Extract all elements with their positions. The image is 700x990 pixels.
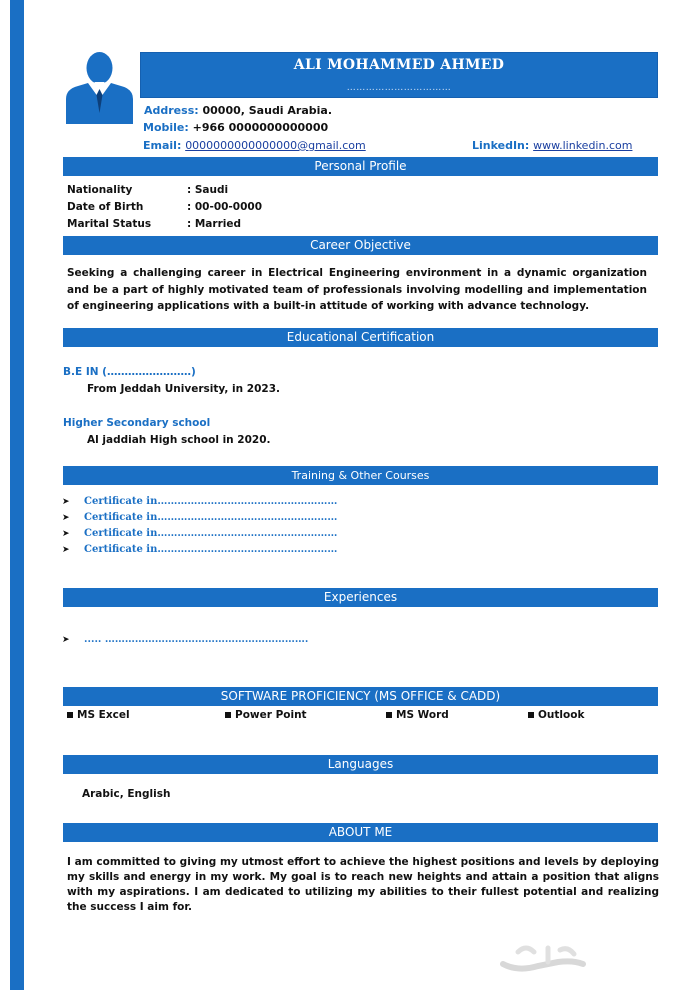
profile-value-marital: : Married xyxy=(187,218,241,230)
avatar xyxy=(66,51,133,124)
email-label: Email: xyxy=(143,139,182,152)
list-item xyxy=(62,512,337,523)
education-degree: Higher Secondary school xyxy=(63,417,211,429)
linkedin-line xyxy=(472,139,632,152)
career-objective-text: Seeking a challenging career in Electrical Engineering environment in a dynamic organization and be a part of highly motivated team of professionals involving modelling and implementation of engineering applications with a built-in attitude of working with advance technology. xyxy=(67,267,647,312)
section-about-me: ABOUT ME xyxy=(63,823,658,842)
email-link[interactable]: 0000000000000000@gmail.com xyxy=(185,139,366,152)
list-item xyxy=(62,496,337,507)
square-bullet-icon xyxy=(225,712,231,718)
name-subtitle-dots: …………………………… xyxy=(346,83,452,93)
experience-item-text: ..... ……………………………………………………. xyxy=(84,634,309,645)
person-icon xyxy=(66,51,133,124)
mobile-value: +966 0000000000000 xyxy=(192,121,329,134)
education-detail: Al jaddiah High school in 2020. xyxy=(87,434,271,446)
languages-text: Arabic, English xyxy=(82,788,171,800)
square-bullet-icon xyxy=(528,712,534,718)
address-line xyxy=(144,104,332,117)
section-training: Training & Other Courses xyxy=(63,466,658,485)
skill-item xyxy=(67,709,130,721)
skill-label: Power Point xyxy=(235,709,307,721)
profile-label-marital: Marital Status xyxy=(67,218,152,230)
linkedin-link[interactable]: www.linkedin.com xyxy=(533,139,633,152)
skill-item xyxy=(528,709,584,721)
skill-label: MS Excel xyxy=(77,709,130,721)
education-detail: From Jeddah University, in 2023. xyxy=(87,383,280,395)
section-languages: Languages xyxy=(63,755,658,774)
watermark-logo xyxy=(498,938,588,978)
watermark-icon xyxy=(498,938,588,978)
arrow-bullet-icon: ➤ xyxy=(62,545,70,555)
arrow-bullet-icon: ➤ xyxy=(62,529,70,539)
list-item xyxy=(62,634,308,645)
left-accent-bar xyxy=(10,0,24,990)
arrow-bullet-icon: ➤ xyxy=(62,635,70,645)
training-item-text: Certificate in……………………………………………… xyxy=(84,544,338,555)
skill-item xyxy=(225,709,307,721)
mobile-line xyxy=(143,121,328,134)
training-item-text: Certificate in……………………………………………… xyxy=(84,528,338,539)
address-label: Address: xyxy=(144,104,199,117)
name-header xyxy=(140,52,658,98)
skill-label: Outlook xyxy=(538,709,585,721)
list-item xyxy=(62,528,337,539)
section-education: Educational Certification xyxy=(63,328,658,347)
profile-value-nationality: : Saudi xyxy=(187,184,229,196)
education-degree: B.E IN (……………………) xyxy=(63,366,196,378)
email-line xyxy=(143,139,366,152)
address-value: 00000, Saudi Arabia. xyxy=(202,104,333,117)
arrow-bullet-icon: ➤ xyxy=(62,497,70,507)
square-bullet-icon xyxy=(386,712,392,718)
profile-label-dob: Date of Birth xyxy=(67,201,144,213)
mobile-label: Mobile: xyxy=(143,121,189,134)
training-item-text: Certificate in……………………………………………… xyxy=(84,496,338,507)
square-bullet-icon xyxy=(67,712,73,718)
skill-item xyxy=(386,709,449,721)
full-name: ALI MOHAMMED AHMED xyxy=(293,57,505,73)
section-personal-profile: Personal Profile xyxy=(63,157,658,176)
section-software: SOFTWARE PROFICIENCY (MS OFFICE & CADD) xyxy=(63,687,658,706)
section-experiences: Experiences xyxy=(63,588,658,607)
section-career-objective: Career Objective xyxy=(63,236,658,255)
profile-value-dob: : 00-00-0000 xyxy=(187,201,263,213)
profile-label-nationality: Nationality xyxy=(67,184,133,196)
about-me-text: I am committed to giving my utmost effort to achieve the highest positions and levels by deploying my skills and energy in my work. My goal is to reach new heights and attain a position that aligns with my aspirations. I am dedicated to utilizing my abilities to their fullest potential and realizing the success I aim for. xyxy=(67,856,659,913)
skill-label: MS Word xyxy=(396,709,449,721)
list-item xyxy=(62,544,337,555)
linkedin-label: LinkedIn: xyxy=(472,139,530,152)
arrow-bullet-icon: ➤ xyxy=(62,513,70,523)
training-item-text: Certificate in……………………………………………… xyxy=(84,512,338,523)
